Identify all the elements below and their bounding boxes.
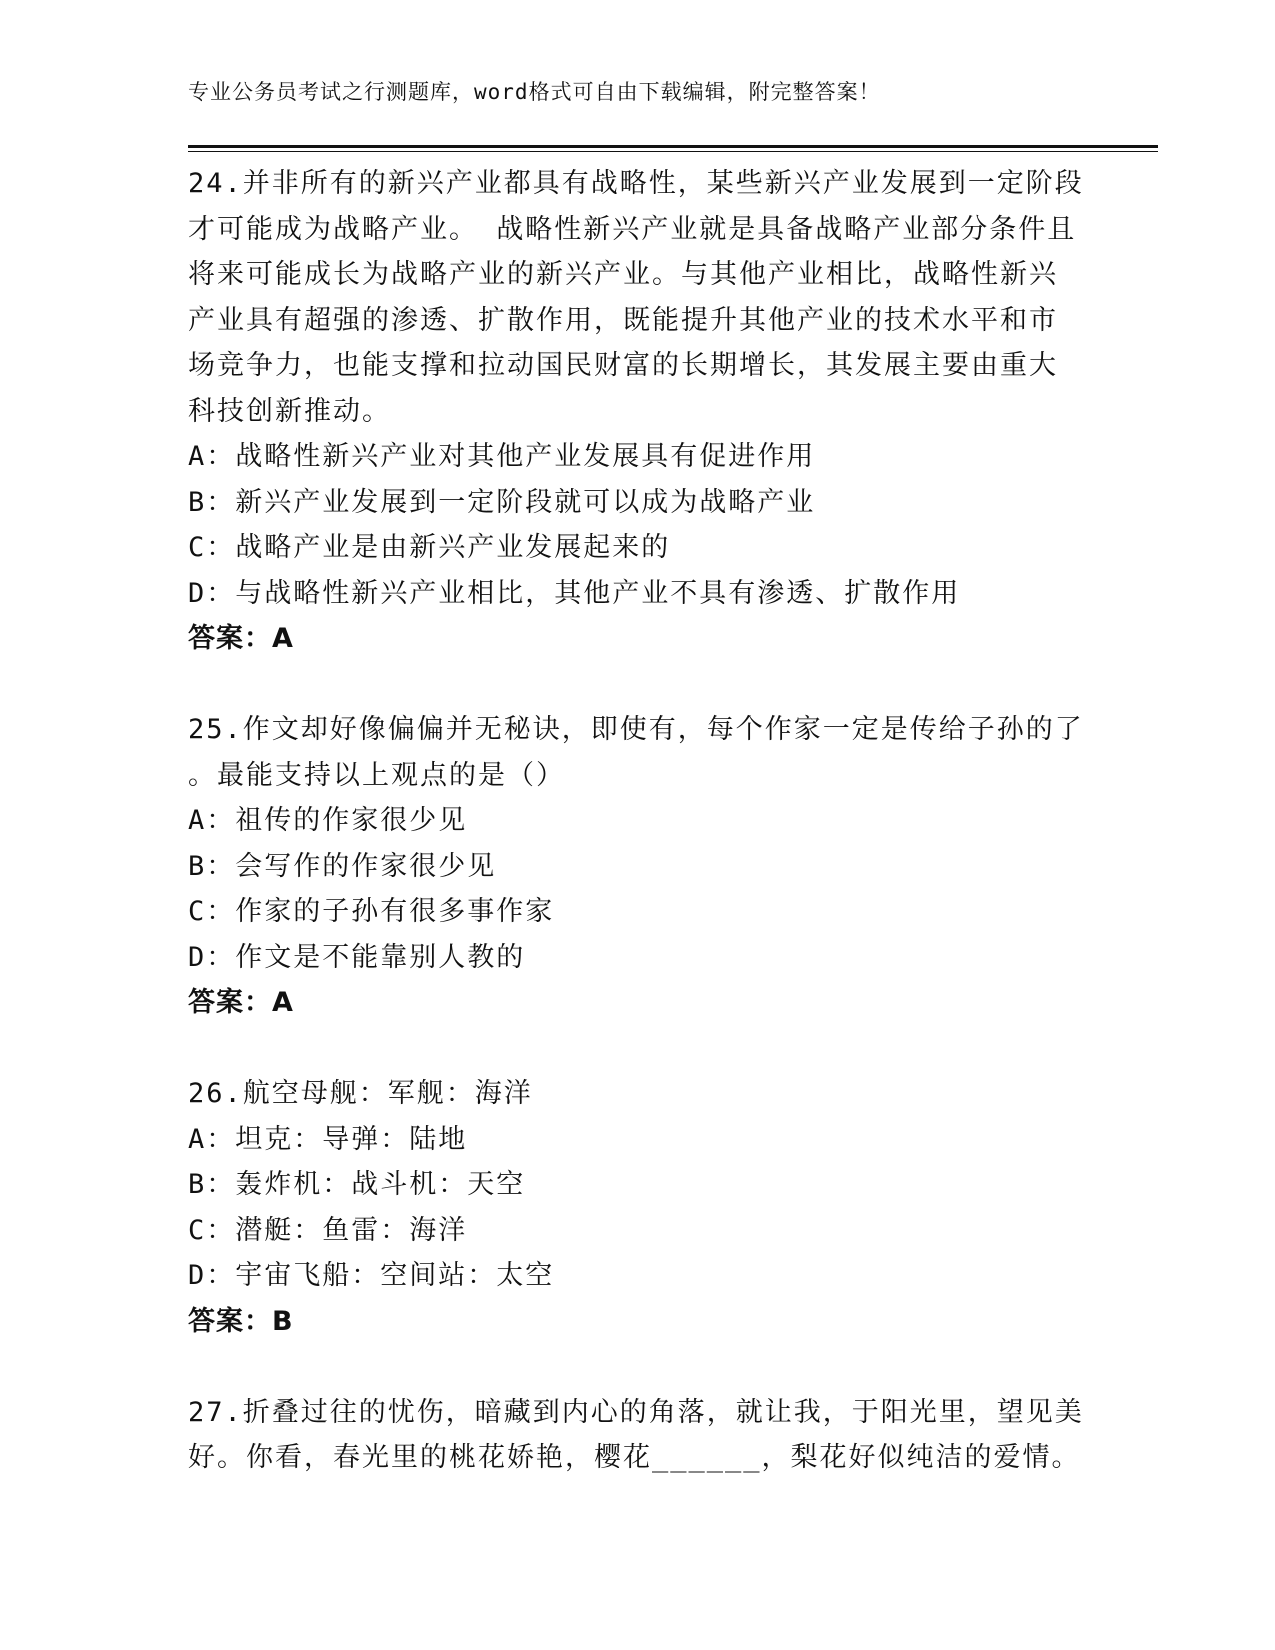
question-stem-line: 26.航空母舰：军舰：海洋 [188,1078,533,1109]
header-divider-thick [188,145,1158,148]
answer-label: 答案：A [188,987,294,1018]
option-c: C：战略产业是由新兴产业发展起来的 [188,532,671,563]
question-stem-line: 25.作文却好像偏偏并无秘诀，即使有，每个作家一定是传给子孙的了 [188,714,1084,745]
answer-label: 答案：A [188,623,294,654]
question-stem-line: 科技创新推动。 [188,395,391,427]
question-27 [188,1390,1088,1481]
option-a: A：坦克：导弹：陆地 [188,1123,468,1155]
answer-label: 答案：B [188,1305,294,1337]
question-stem-line: 产业具有超强的渗透、扩散作用，既能提升其他产业的技术水平和市 [188,304,1058,336]
option-b: B：新兴产业发展到一定阶段就可以成为战略产业 [188,486,816,518]
header-divider-thin [188,151,1158,152]
question-stem-line: 将来可能成长为战略产业的新兴产业。与其他产业相比，战略性新兴 [188,259,1058,290]
page-header: 专业公务员考试之行测题库，word格式可自由下载编辑，附完整答案！ [188,80,881,104]
option-d: D：与战略性新兴产业相比，其他产业不具有渗透、扩散作用 [188,577,961,609]
spacer [188,1344,1088,1390]
question-26 [188,1071,1088,1344]
option-d: D：作文是不能靠别人教的 [188,941,526,973]
question-stem-line: 。最能支持以上观点的是（） [188,759,565,791]
question-24 [188,161,1088,662]
spacer [188,662,1088,708]
question-stem-line: 场竞争力，也能支撑和拉动国民财富的长期增长，其发展主要由重大 [188,350,1058,381]
option-b: B：会写作的作家很少见 [188,850,497,882]
option-a: A：祖传的作家很少见 [188,805,468,836]
question-list [188,161,1088,1481]
question-stem-line: 才可能成为战略产业。 战略性新兴产业就是具备战略产业部分条件且 [188,213,1077,245]
option-c: C：作家的子孙有很多事作家 [188,896,555,927]
option-d: D：宇宙飞船：空间站：太空 [188,1260,555,1291]
option-b: B：轰炸机：战斗机：天空 [188,1169,526,1200]
question-25 [188,707,1088,1026]
question-stem-line: 好。你看，春光里的桃花娇艳，樱花______，梨花好似纯洁的爱情。 [188,1442,1081,1473]
option-a: A：战略性新兴产业对其他产业发展具有促进作用 [188,441,816,472]
question-stem-line: 27.折叠过往的忧伤，暗藏到内心的角落，就让我，于阳光里，望见美 [188,1396,1084,1428]
option-c: C：潜艇：鱼雷：海洋 [188,1214,468,1246]
question-stem-line: 24.并非所有的新兴产业都具有战略性，某些新兴产业发展到一定阶段 [188,168,1084,199]
spacer [188,1026,1088,1072]
